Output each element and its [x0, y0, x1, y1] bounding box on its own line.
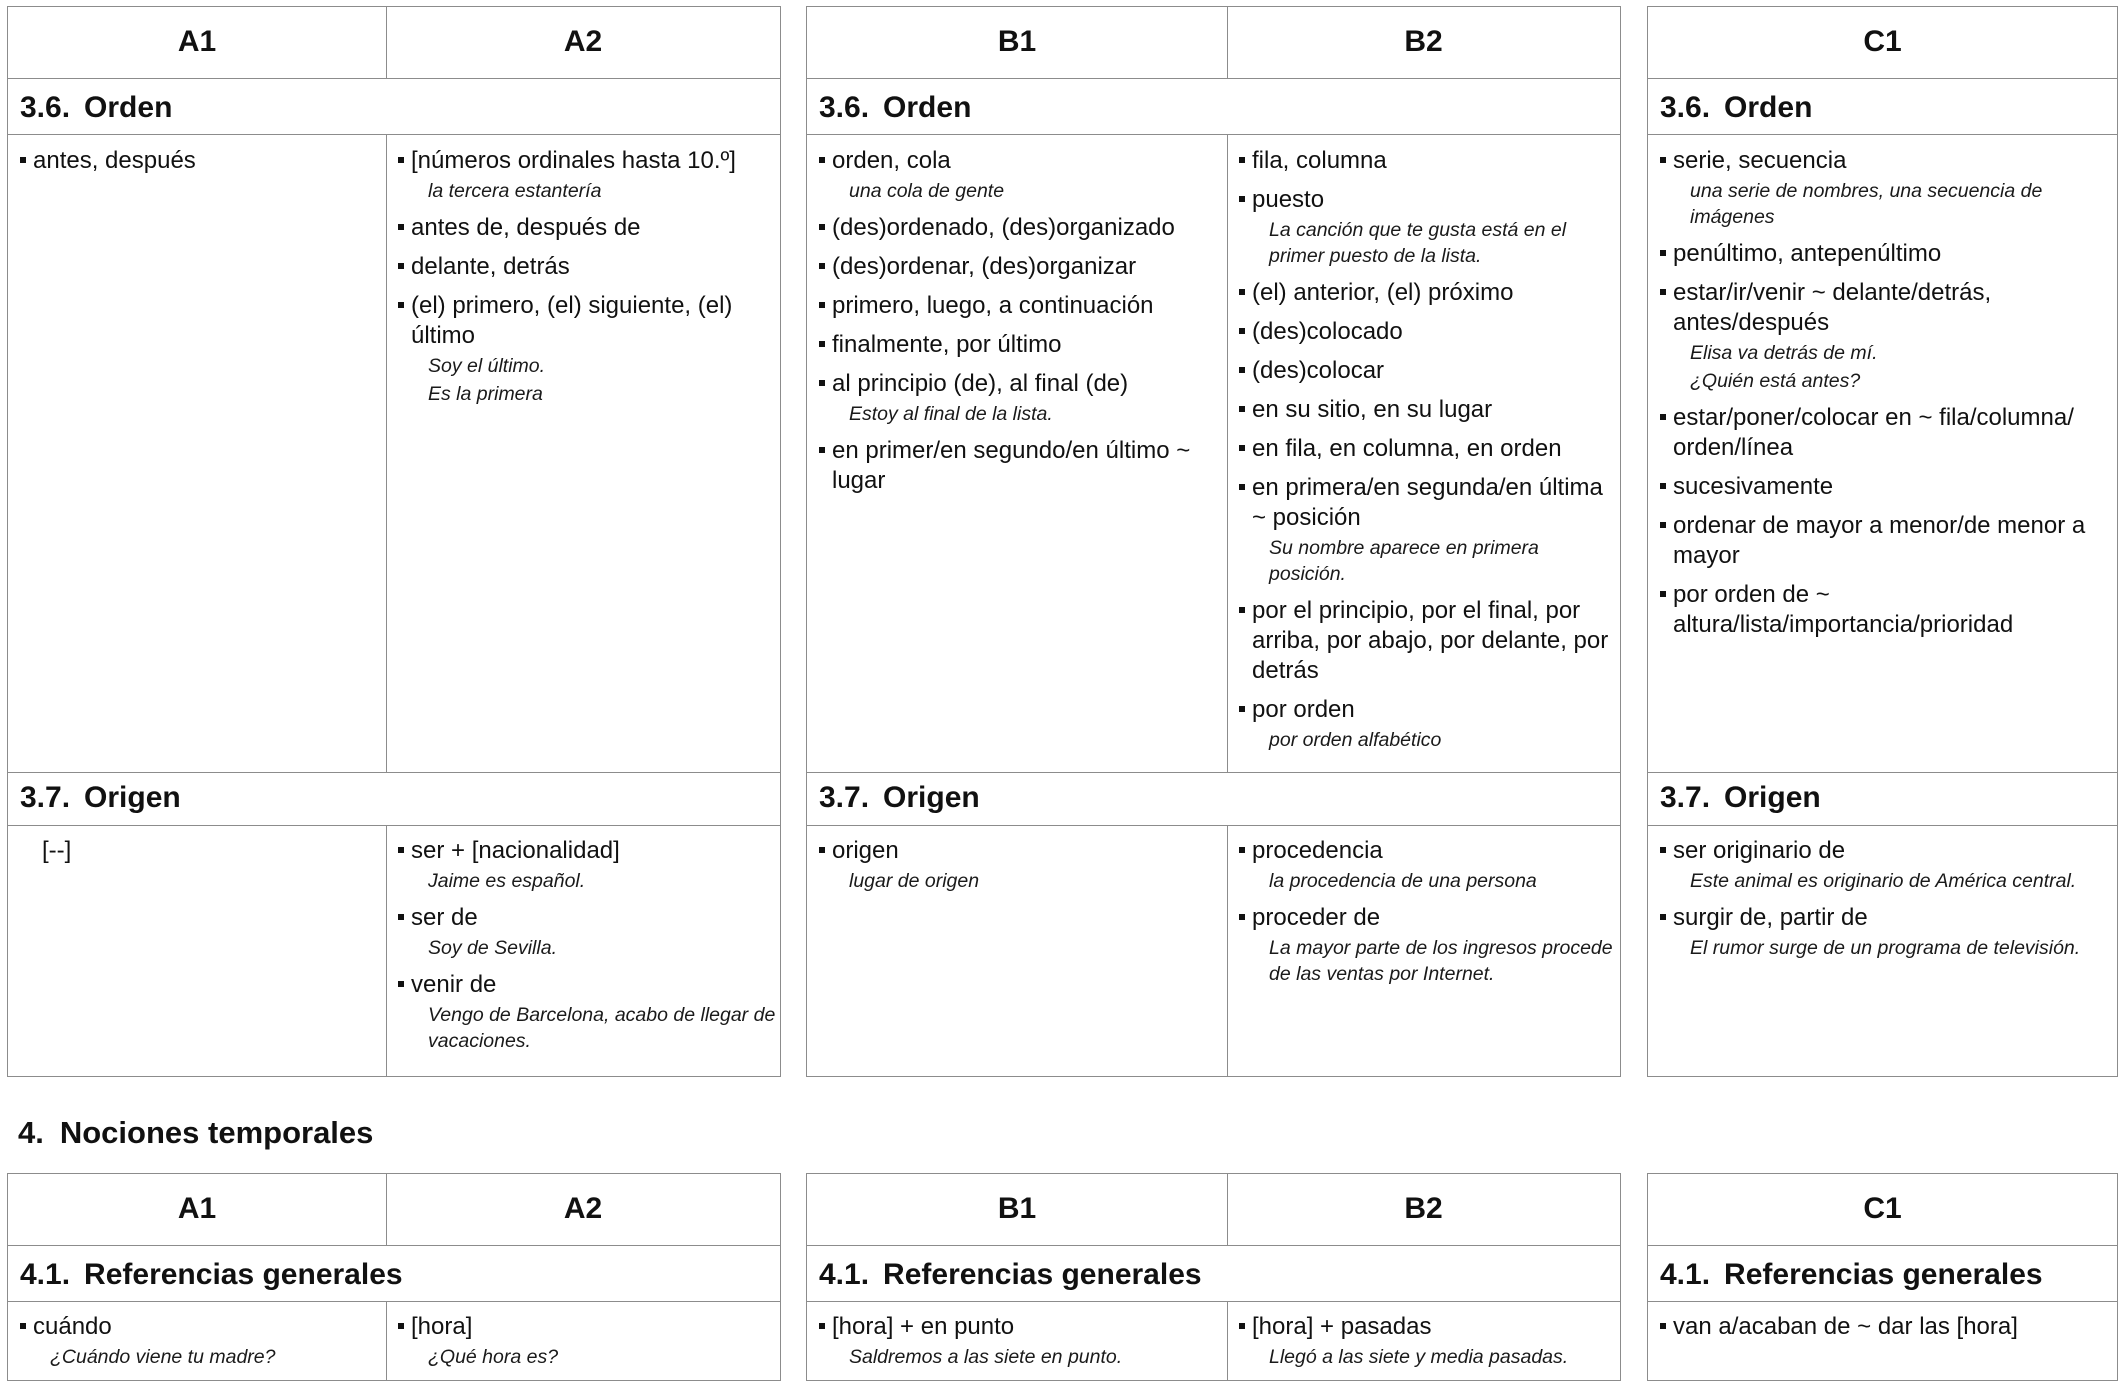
level-header-row: [1648, 7, 2117, 79]
vocab-item: [1660, 239, 2112, 269]
vocab-term: antes de, después de: [411, 214, 641, 241]
vocab-term: en primer/en segundo/en último ~ lugar: [832, 437, 1191, 494]
vocab-item: [398, 1312, 778, 1370]
vocab-item: [1660, 403, 2112, 463]
panel-c-levels-bottom: [1647, 1173, 2118, 1381]
vocab-term: (el) primero, (el) siguiente, (el) último: [411, 292, 733, 349]
vocab-term: sucesivamente: [1673, 473, 1834, 500]
origen-a2: [398, 836, 778, 1063]
panel-a-levels-bottom: [7, 1173, 781, 1381]
vocab-term: surgir de, partir de: [1673, 904, 1868, 931]
vocab-term: venir de: [411, 971, 497, 998]
panel-b-levels-bottom: [806, 1173, 1621, 1381]
vocab-term: procedencia: [1252, 837, 1383, 864]
vocab-term: ordenar de mayor a menor/de menor a mayor: [1673, 512, 2086, 569]
example-sentence: lugar de origen: [849, 870, 980, 892]
vocab-item: [819, 146, 1223, 204]
vocab-term: por orden: [1252, 696, 1355, 723]
level-b2-header: B2: [1404, 25, 1443, 58]
vocab-term: origen: [832, 837, 899, 864]
section-title-orden: 3.6. Orden: [20, 91, 173, 124]
level-a2-header: A2: [563, 25, 603, 58]
vocab-term: (des)ordenar, (des)organizar: [832, 253, 1137, 280]
section-title-referencias: 4.1. Referencias generales: [20, 1258, 403, 1291]
vocab-item: [819, 330, 1223, 360]
referencias-a2: [398, 1312, 778, 1379]
example-sentence: una cola de gente: [849, 180, 1005, 202]
level-a1-header: A1: [177, 1192, 217, 1225]
level-b2-header: B2: [1404, 1192, 1443, 1225]
vocab-term: ser + [nacionalidad]: [411, 837, 620, 864]
vocab-item: [20, 146, 380, 176]
vocab-item: [819, 369, 1223, 427]
origen-a1-empty: [--]: [42, 837, 72, 864]
orden-c1: [1660, 146, 2112, 649]
vocab-item: [398, 146, 778, 204]
vocab-item: [1239, 395, 1614, 425]
vocab-item: [398, 903, 778, 961]
section-title-referencias: 4.1. Referencias generales: [1660, 1258, 2043, 1291]
vocab-term: orden, cola: [832, 147, 951, 174]
example-sentence: Estoy al final de la lista.: [849, 403, 1053, 425]
vocab-item: [1239, 434, 1614, 464]
example-sentence: ¿Quién está antes?: [1690, 370, 1861, 392]
orden-b2: [1239, 146, 1614, 762]
vocab-item: [1239, 356, 1614, 386]
example-sentence: la procedencia de una persona: [1269, 870, 1537, 892]
origen-b2: [1239, 836, 1614, 996]
section-heading-nociones-temporales: 4. Nociones temporales: [18, 1115, 374, 1150]
vocab-term: fila, columna: [1252, 147, 1387, 174]
vocab-item: [1239, 317, 1614, 347]
example-sentence: Es la primera: [428, 383, 543, 405]
orden-a2: [398, 146, 778, 416]
level-b1-header: B1: [997, 25, 1037, 58]
vocab-item: [20, 1312, 380, 1370]
level-header-row: [1648, 1174, 2117, 1246]
panel-b-levels: [806, 6, 1621, 1077]
section-title-orden: 3.6. Orden: [1660, 91, 1813, 124]
vocab-item: [1660, 146, 2112, 230]
origen-b1: [819, 836, 1223, 903]
vocab-item: [819, 1312, 1223, 1370]
vocab-term: finalmente, por último: [832, 331, 1062, 358]
orden-a1: [20, 146, 380, 185]
vocab-item: [1239, 146, 1614, 176]
example-sentence: Vengo de Barcelona, acabo de llegar de vacaciones.: [428, 1004, 776, 1052]
vocab-item: [819, 252, 1223, 282]
vocab-term: estar/ir/venir ~ delante/detrás, antes/después: [1673, 279, 1992, 336]
vocab-term: estar/poner/colocar en ~ fila/columna/ orden/línea: [1673, 404, 2074, 461]
level-header-row: [8, 1174, 780, 1246]
level-b1-header: B1: [997, 1192, 1037, 1225]
vocab-item: [398, 213, 778, 243]
vocab-item: [1239, 596, 1614, 686]
example-sentence: Este animal es originario de América central.: [1690, 870, 2077, 892]
vocab-item: [819, 291, 1223, 321]
vocab-term: en su sitio, en su lugar: [1252, 396, 1493, 423]
vocab-term: (el) anterior, (el) próximo: [1252, 279, 1514, 306]
vocab-term: [hora]: [411, 1313, 473, 1340]
vocab-item: [398, 970, 778, 1054]
origen-a1: [16, 836, 376, 866]
vocab-term: ser originario de: [1673, 837, 1846, 864]
example-sentence: Jaime es español.: [428, 870, 586, 892]
vocab-item: [1660, 1312, 2112, 1342]
section-title-referencias: 4.1. Referencias generales: [819, 1258, 1202, 1291]
example-sentence: Soy el último.: [428, 355, 546, 377]
referencias-c1: [1660, 1312, 2112, 1351]
example-sentence: La canción que te gusta está en el primer puesto de la lista.: [1269, 219, 1567, 267]
example-sentence: Su nombre aparece en primera posición.: [1269, 537, 1539, 585]
panel-a-levels: [7, 6, 781, 1077]
vocab-term: penúltimo, antepenúltimo: [1673, 240, 1942, 267]
section-title-origen: 3.7. Origen: [1660, 781, 1821, 814]
example-sentence: por orden alfabético: [1269, 729, 1442, 751]
vocab-item: [1239, 1312, 1614, 1370]
section-title-origen: 3.7. Origen: [20, 781, 181, 814]
origen-c1: [1660, 836, 2112, 970]
vocab-term: van a/acaban de ~ dar las [hora]: [1673, 1313, 2018, 1340]
vocab-term: proceder de: [1252, 904, 1381, 931]
section-title-orden: 3.6. Orden: [819, 91, 972, 124]
vocab-term: primero, luego, a continuación: [832, 292, 1154, 319]
vocab-item: [1660, 903, 2112, 961]
example-sentence: ¿Cuándo viene tu madre?: [50, 1346, 276, 1368]
vocab-term: en fila, en columna, en orden: [1252, 435, 1562, 462]
example-sentence: Saldremos a las siete en punto.: [849, 1346, 1123, 1368]
level-c1-header: C1: [1863, 25, 1902, 58]
vocab-item: [1239, 836, 1614, 894]
referencias-b1: [819, 1312, 1223, 1379]
vocab-term: serie, secuencia: [1673, 147, 1847, 174]
level-header-row: [807, 7, 1620, 79]
level-a1-header: A1: [177, 25, 217, 58]
vocab-term: (des)ordenado, (des)organizado: [832, 214, 1175, 241]
section-title-origen: 3.7. Origen: [819, 781, 980, 814]
vocab-term: por el principio, por el final, por arriba, por abajo, por delante, por detrás: [1252, 597, 1609, 684]
vocab-term: delante, detrás: [411, 253, 570, 280]
vocab-item: [1239, 473, 1614, 587]
vocab-term: (des)colocado: [1252, 318, 1403, 345]
vocab-term: (des)colocar: [1252, 357, 1385, 384]
example-sentence: Llegó a las siete y media pasadas.: [1269, 1346, 1569, 1368]
vocab-item: [1660, 472, 2112, 502]
example-sentence: Soy de Sevilla.: [428, 937, 557, 959]
vocab-item: [398, 836, 778, 894]
vocab-term: puesto: [1252, 186, 1325, 213]
example-sentence: El rumor surge de un programa de televisión.: [1690, 937, 2081, 959]
example-sentence: La mayor parte de los ingresos procede de las ventas por Internet.: [1269, 937, 1613, 985]
vocab-item: [1660, 511, 2112, 571]
orden-b1: [819, 146, 1223, 505]
vocab-item: [819, 436, 1223, 496]
example-sentence: Elisa va detrás de mí.: [1690, 342, 1878, 364]
vocab-term: cuándo: [33, 1313, 112, 1340]
vocab-item: [1239, 185, 1614, 269]
vocab-term: ser de: [411, 904, 478, 931]
vocab-term: [hora] + pasadas: [1252, 1313, 1432, 1340]
level-c1-header: C1: [1863, 1192, 1902, 1225]
vocab-item: [398, 252, 778, 282]
vocab-item: [1239, 278, 1614, 308]
vocab-item: [398, 291, 778, 407]
level-header-row: [8, 7, 780, 79]
vocab-term: por orden de ~ altura/lista/importancia/prioridad: [1673, 581, 2014, 638]
vocab-term: antes, después: [33, 147, 196, 174]
referencias-b2: [1239, 1312, 1614, 1379]
vocab-item: [819, 836, 1223, 894]
vocab-item: [1660, 580, 2112, 640]
vocab-term: [hora] + en punto: [832, 1313, 1015, 1340]
vocab-term: al principio (de), al final (de): [832, 370, 1129, 397]
example-sentence: ¿Qué hora es?: [428, 1346, 559, 1368]
example-sentence: la tercera estantería: [428, 180, 602, 202]
vocab-item: [1660, 278, 2112, 394]
referencias-a1: [20, 1312, 380, 1379]
vocab-item: [1239, 903, 1614, 987]
panel-c-levels: [1647, 6, 2118, 1077]
example-sentence: una serie de nombres, una secuencia de imágenes: [1690, 180, 2043, 228]
vocab-term: en primera/en segunda/en última ~ posición: [1252, 474, 1603, 531]
level-a2-header: A2: [563, 1192, 603, 1225]
vocab-item: [1660, 836, 2112, 894]
vocab-item: [1239, 695, 1614, 753]
vocab-item: [819, 213, 1223, 243]
vocab-term: [números ordinales hasta 10.º]: [411, 147, 736, 174]
level-header-row: [807, 1174, 1620, 1246]
